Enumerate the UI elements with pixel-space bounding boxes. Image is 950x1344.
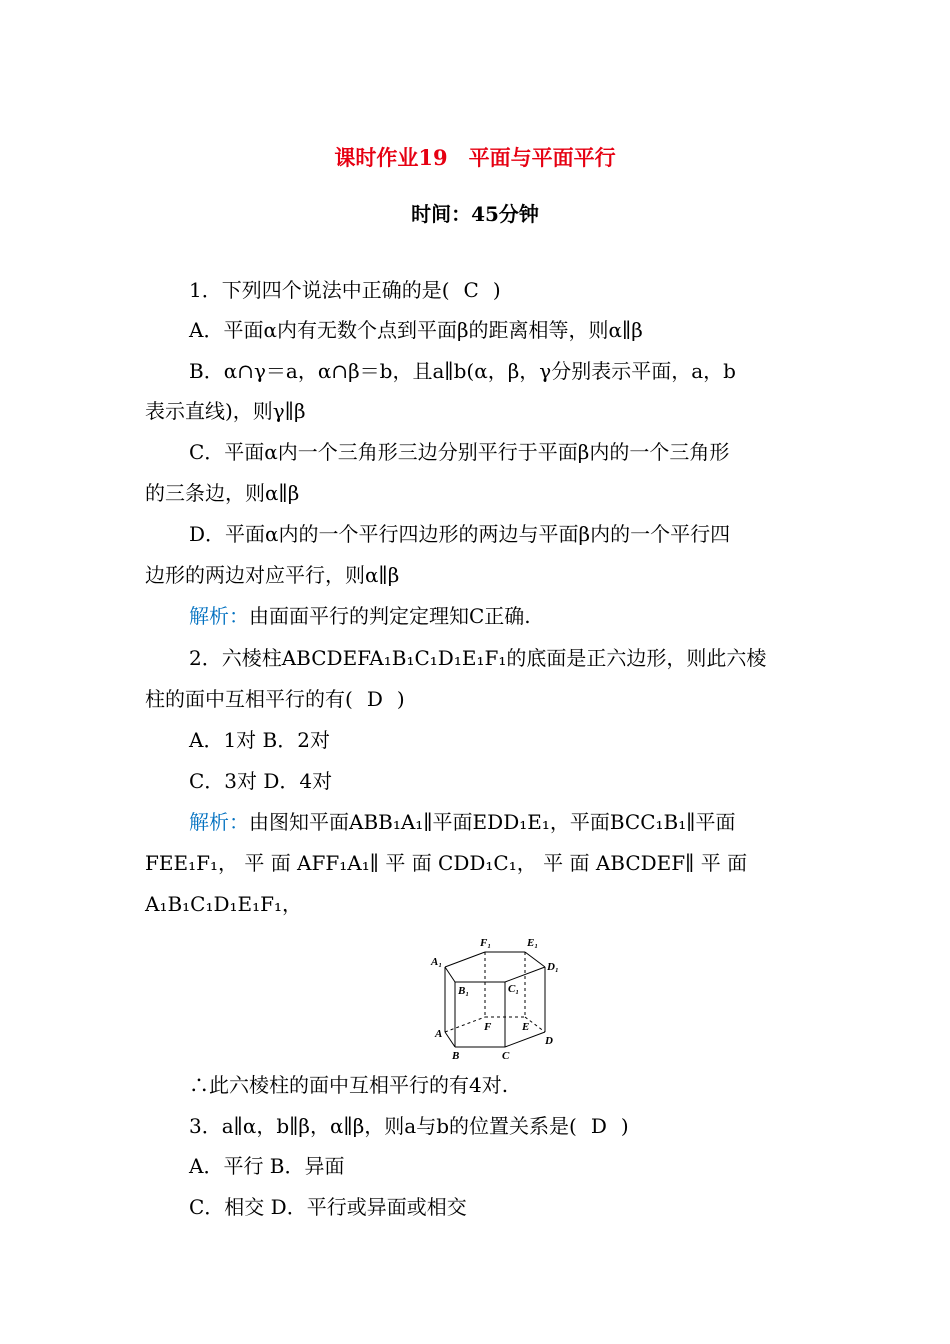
label-D: D <box>545 1035 553 1047</box>
label-B: B <box>452 1050 460 1062</box>
hexagonal-prism-figure <box>425 930 565 1065</box>
question-1-option-d-line1: D．平面α内的一个平行四边形的两边与平面β内的一个平行四 <box>189 522 731 546</box>
time-limit: 时间：45分钟 <box>411 202 539 226</box>
question-2-analysis-line2: FEE₁F₁， 平 面 AFF₁A₁∥ 平 面 CDD₁C₁， 平 面 ABCDEF∥ 平 面 <box>145 851 748 875</box>
question-2-analysis-line3: A₁B₁C₁D₁E₁F₁， <box>145 892 303 916</box>
label-D1: D₁ <box>547 961 559 973</box>
question-3-answer: D <box>590 1114 607 1138</box>
label-C: C <box>502 1050 510 1062</box>
question-1-option-c-line2: 的三条边，则α∥β <box>145 481 300 505</box>
label-E: E <box>522 1021 530 1033</box>
label-F: F <box>484 1021 492 1033</box>
question-2-conclusion: ∴此六棱柱的面中互相平行的有4对. <box>189 1073 509 1097</box>
label-F1: F₁ <box>480 937 492 949</box>
question-1-option-b-line2: 表示直线)，则γ∥β <box>145 399 306 423</box>
label-A1: A₁ <box>431 956 443 968</box>
question-1-option-b-line1: B．α∩γ＝a，α∩β＝b，且a∥b(α，β，γ分别表示平面，a，b <box>189 359 736 383</box>
question-1-analysis: 解析：由面面平行的判定定理知C正确. <box>189 604 531 628</box>
question-2-answer: D <box>366 687 383 711</box>
question-1-stem: 1．下列四个说法中正确的是( C ) <box>189 278 501 302</box>
question-3-stem: 3．a∥α，b∥β，α∥β，则a与b的位置关系是( D ) <box>189 1114 629 1138</box>
question-3-options-cd: C．相交 D．平行或异面或相交 <box>189 1195 467 1219</box>
question-2-stem-line2: 柱的面中互相平行的有( D ) <box>145 687 405 711</box>
question-2-stem-line1: 2．六棱柱ABCDEFA₁B₁C₁D₁E₁F₁的底面是正六边形，则此六棱 <box>189 646 767 670</box>
analysis-label: 解析： <box>189 604 249 628</box>
page-title: 课时作业19 平面与平面平行 <box>334 145 616 170</box>
label-C1: C₁ <box>508 983 520 995</box>
question-1-option-d-line2: 边形的两边对应平行，则α∥β <box>145 563 400 587</box>
question-1-option-c-line1: C．平面α内一个三角形三边分别平行于平面β内的一个三角形 <box>189 440 730 464</box>
question-2-analysis-line1: 解析：由图知平面ABB₁A₁∥平面EDD₁E₁，平面BCC₁B₁∥平面 <box>189 810 736 834</box>
label-A: A <box>435 1028 443 1040</box>
question-2-options-ab: A．1对 B．2对 <box>189 728 330 752</box>
label-B1: B₁ <box>458 985 470 997</box>
label-E1: E₁ <box>527 937 539 949</box>
question-2-options-cd: C．3对 D．4对 <box>189 769 333 793</box>
question-1-option-a: A．平面α内有无数个点到平面β的距离相等，则α∥β <box>189 318 643 342</box>
question-3-options-ab: A．平行 B．异面 <box>189 1154 345 1178</box>
question-1-answer: C <box>463 278 479 302</box>
analysis-label: 解析： <box>189 810 249 834</box>
